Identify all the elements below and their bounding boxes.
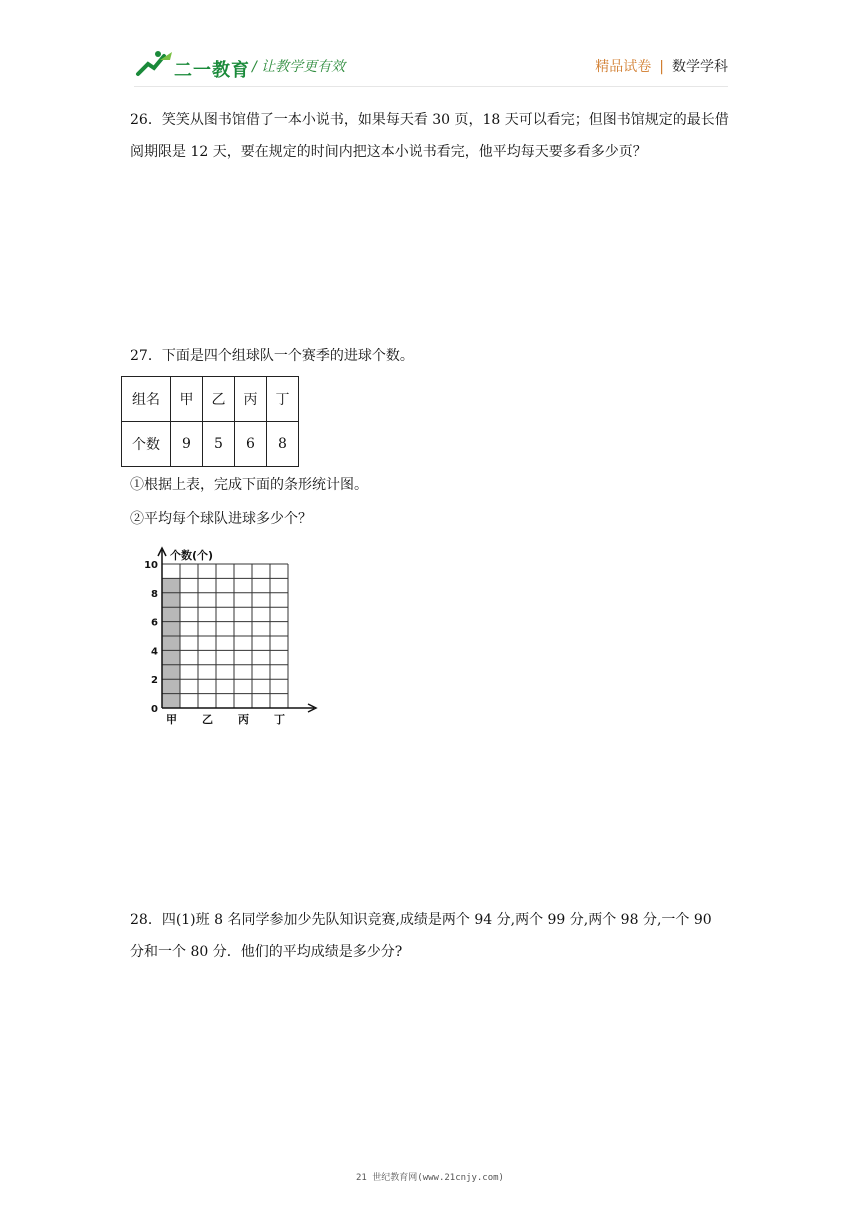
- question-28: 28．四(1)班 8 名同学参加少先队知识竞赛,成绩是两个 94 分,两个 99 分,两个 98 分,一个 90 分和一个 80 分．他们的平均成绩是多少分?: [130, 912, 712, 960]
- question-27: 27．下面是四个组球队一个赛季的进球个数。: [130, 348, 414, 364]
- header-separator: |: [659, 59, 664, 75]
- page-footer: 21 世纪教育网(www.21cnjy.com): [356, 1173, 504, 1183]
- runner-logo-icon: [134, 48, 174, 80]
- y-axis-label: 个数(个): [170, 549, 214, 562]
- bar-chart: [140, 542, 340, 728]
- header-label-subject: 数学学科: [672, 59, 728, 75]
- y-tick-label: 6: [151, 617, 158, 629]
- header-divider: [134, 86, 728, 87]
- question-27-part-2: ②平均每个球队进球多少个？: [130, 511, 312, 527]
- table-cell: 乙: [203, 377, 235, 422]
- x-tick-label: 丙: [238, 713, 249, 726]
- brand-slogan: / 让教学更有效: [252, 59, 346, 75]
- table-cell: 9: [171, 422, 203, 467]
- x-tick-label: 丁: [274, 713, 285, 726]
- question-26: 26．笑笑从图书馆借了一本小说书，如果每天看 30 页，18 天可以看完；但图书馆规定的最长借阅期限是 12 天，要在规定的时间内把这本小说书看完，他平均每天要多看多少页？: [130, 112, 729, 160]
- table-row: [122, 377, 299, 422]
- y-tick-label: 2: [151, 675, 158, 687]
- y-tick-label: 10: [144, 560, 158, 571]
- table-row: [122, 422, 299, 467]
- table-cell: 6: [235, 422, 267, 467]
- table-cell: 甲: [171, 377, 203, 422]
- question-27-part-1: ①根据上表，完成下面的条形统计图。: [130, 477, 368, 493]
- x-tick-label: 甲: [166, 713, 177, 726]
- brand-name: 二一教育: [174, 60, 250, 81]
- page-header: [0, 0, 860, 90]
- goals-table: [121, 376, 299, 467]
- header-label-premium: 精品试卷: [595, 59, 652, 75]
- table-cell: 组名: [122, 377, 171, 422]
- table-cell: 丁: [267, 377, 299, 422]
- table-cell: 8: [267, 422, 299, 467]
- table-cell: 个数: [122, 422, 171, 467]
- table-cell: 5: [203, 422, 235, 467]
- header-subject: [595, 56, 728, 76]
- y-tick-label: 8: [151, 588, 158, 600]
- y-tick-label: 4: [151, 646, 158, 658]
- y-tick-label: 0: [151, 704, 158, 715]
- x-tick-label: 乙: [202, 713, 213, 726]
- bar-0: [163, 578, 181, 708]
- table-cell: 丙: [235, 377, 267, 422]
